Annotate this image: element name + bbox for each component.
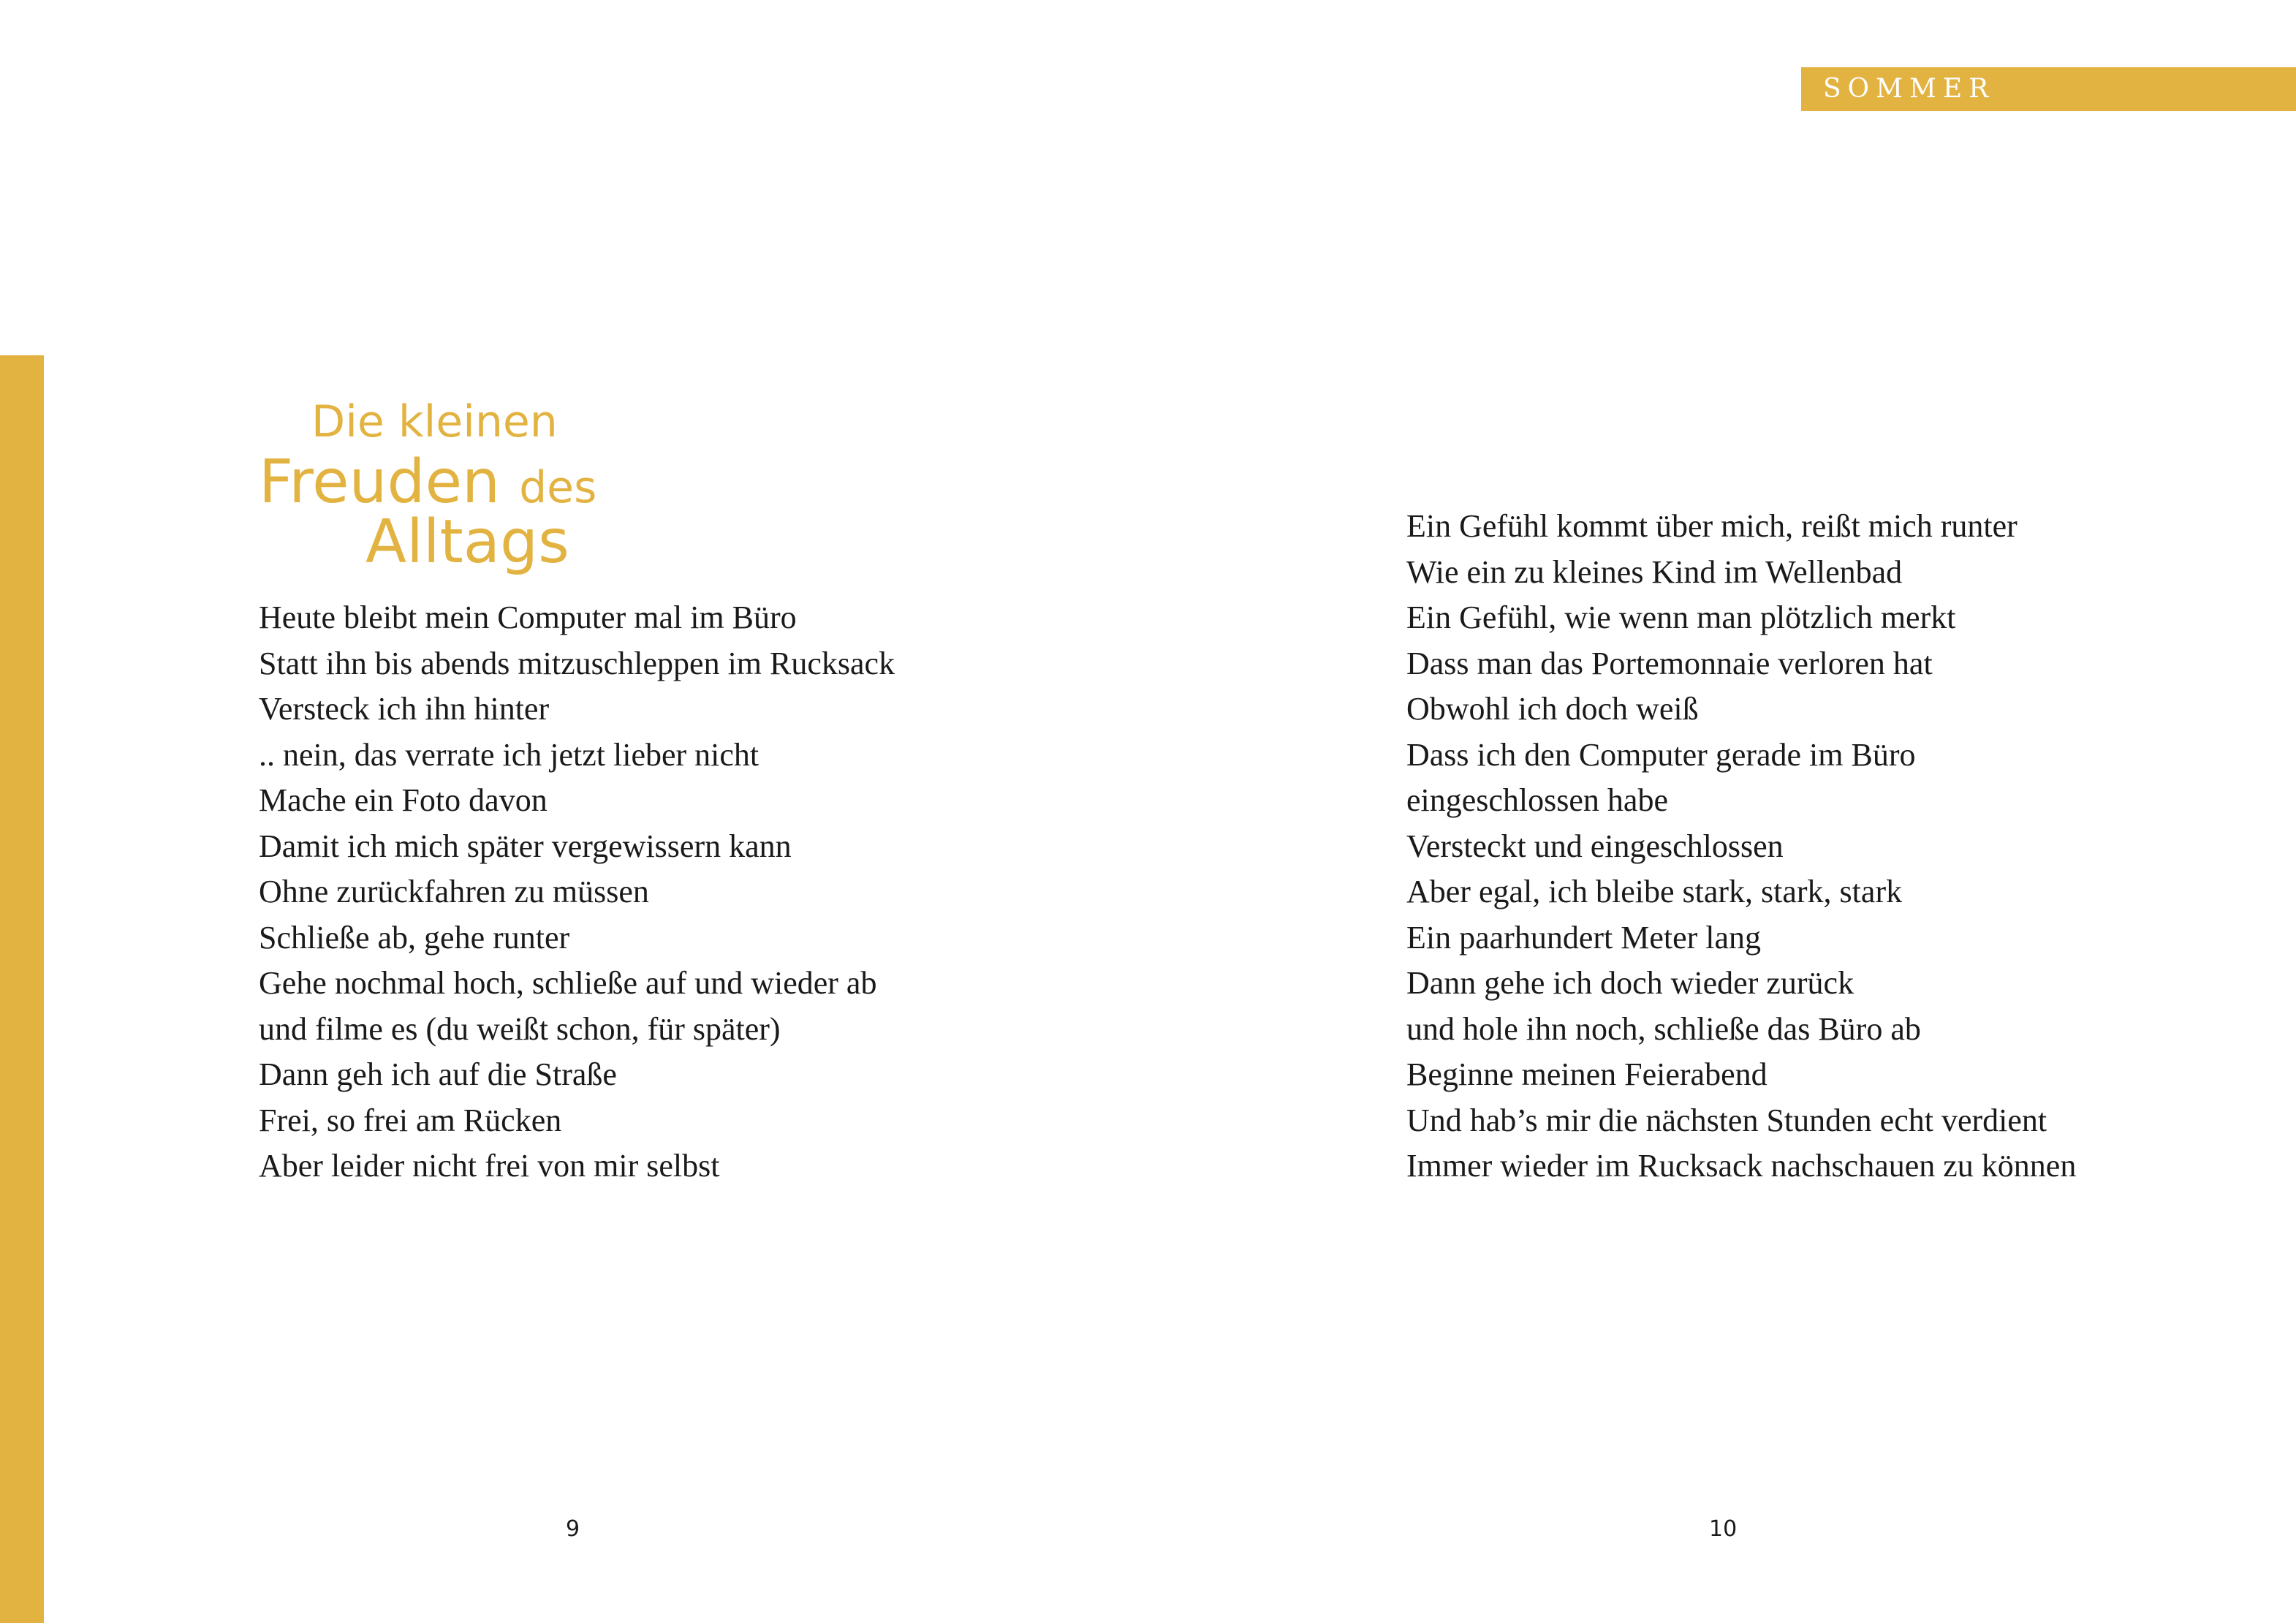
- poem-line: Statt ihn bis abends mitzuschleppen im Rucksack: [259, 645, 895, 681]
- poem-line: Mache ein Foto davon: [259, 782, 548, 818]
- poem-line: Versteckt und eingeschlossen: [1406, 828, 1784, 864]
- poem-line: Ohne zurückfahren zu müssen: [259, 874, 649, 909]
- poem-line: Immer wieder im Rucksack nachschauen zu können: [1406, 1148, 2077, 1184]
- poem-line: Ein Gefühl kommt über mich, reißt mich runter: [1406, 508, 2017, 544]
- title-line-1: Die kleinen: [311, 396, 558, 447]
- poem-line: Versteck ich ihn hinter: [259, 691, 550, 727]
- poem-line: Aber egal, ich bleibe stark, stark, stark: [1406, 874, 1903, 909]
- poem-line: eingeschlossen habe: [1406, 782, 1668, 818]
- poem-line: Und hab’s mir die nächsten Stunden echt verdient: [1406, 1102, 2047, 1138]
- poem-line: Damit ich mich später vergewissern kann: [259, 828, 792, 864]
- poem-line: Ein paarhundert Meter lang: [1406, 919, 1762, 956]
- poem-line: Dass ich den Computer gerade im Büro: [1406, 736, 1916, 773]
- poem-right-page: [1406, 504, 2076, 1189]
- poem-line: Dass man das Portemonnaie verloren hat: [1406, 645, 1933, 681]
- poem-line: Ein Gefühl, wie wenn man plötzlich merkt: [1406, 599, 1956, 635]
- title-line-2-main: Freuden: [259, 447, 501, 517]
- poem-line: Schließe ab, gehe runter: [259, 919, 570, 956]
- section-tag: [1801, 67, 2296, 111]
- poem-left-page: [259, 595, 895, 1189]
- page-number-left: 9: [566, 1516, 580, 1542]
- poem-line: Wie ein zu kleines Kind im Wellenbad: [1406, 553, 1903, 590]
- title-line-2-small: des: [519, 462, 597, 513]
- poem-line: Frei, so frei am Rücken: [259, 1102, 562, 1138]
- poem-line: Beginne meinen Feierabend: [1406, 1056, 1768, 1092]
- poem-line: und hole ihn noch, schließe das Büro ab: [1406, 1010, 1921, 1047]
- poem-line: .. nein, das verrate ich jetzt lieber nicht: [259, 736, 759, 773]
- section-tag-label: SOMMER: [1823, 74, 1996, 104]
- poem-line: und filme es (du weißt schon, für später): [259, 1010, 781, 1047]
- poem-line: Dann gehe ich doch wieder zurück: [1406, 965, 1854, 1001]
- poem-line: Gehe nochmal hoch, schließe auf und wieder ab: [259, 965, 877, 1001]
- poem-title: [259, 392, 668, 575]
- accent-side-bar: [0, 355, 44, 1623]
- title-line-3: Alltags: [365, 507, 569, 577]
- poem-line: Obwohl ich doch weiß: [1406, 691, 1699, 727]
- poem-line: Heute bleibt mein Computer mal im Büro: [259, 599, 797, 635]
- poem-line: Aber leider nicht frei von mir selbst: [259, 1148, 720, 1184]
- page-number-right: 10: [1709, 1516, 1738, 1542]
- poem-line: Dann geh ich auf die Straße: [259, 1056, 617, 1092]
